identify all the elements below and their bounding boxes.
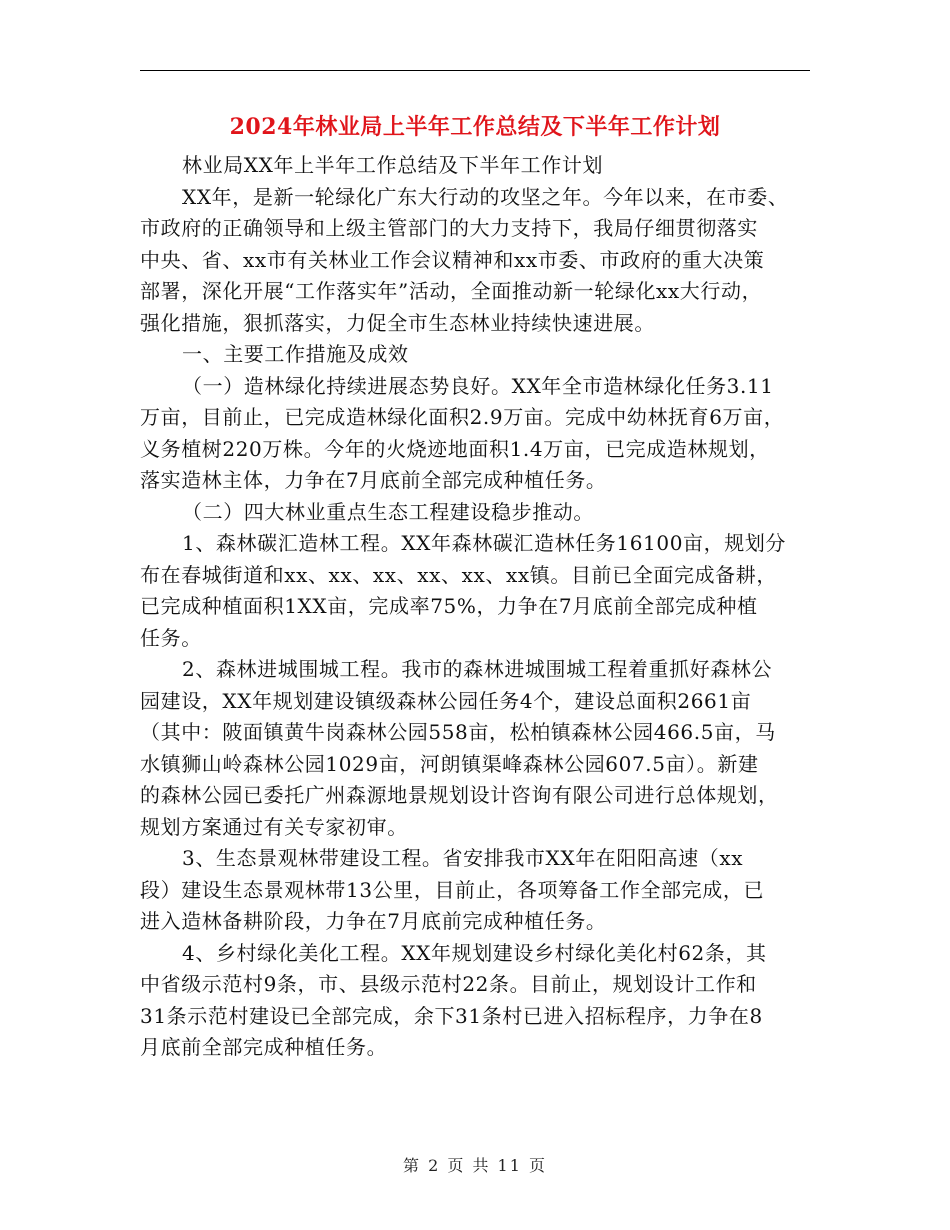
village-greening-paragraph: 4、乡村绿化美化工程。XX年规划建设乡村绿化美化村62条，其 中省级示范村9条，市、县级示范村22条。目前止，规划设计工作和 31条示范村建设已全部完成，余下31条村已进入招标程序，力争在8 月底前全部完成种植任务。 — [140, 940, 767, 1059]
forest-city-paragraph: 2、森林进城围城工程。我市的森林进城围城工程着重抓好森林公 园建设，XX年规划建设镇级森林公园任务4个，建设总面积2661亩 （其中：陂面镇黄牛岗森林公园558亩，松柏镇森林公园466.5亩，马 水镇狮山岭森林公园1029亩，河朗镇渠峰森林公园607.5亩）。新建 的森林公园已委托广州森源地景规划设计咨询有限公司进行总体规划， 规划方案通过有关专家初审。 — [140, 657, 779, 839]
afforestation-paragraph: （一）造林绿化持续进展态势良好。XX年全市造林绿化任务3.11 万亩，目前止，已完成造林绿化面积2.9万亩。完成中幼林抚育6万亩， 义务植树220万株。今年的火烧迹地面积1.4万亩，已完成造林规划， 落实造林主体，力争在7月底前全部完成种植任务。 — [140, 373, 785, 492]
header-rule — [140, 70, 810, 71]
projects-heading: （二）四大林业重点生态工程建设稳步推动。 — [182, 499, 594, 524]
document-body — [140, 150, 830, 1064]
page-number: 第 2 页 共 11 页 — [403, 1156, 547, 1175]
subtitle-paragraph: 林业局XX年上半年工作总结及下半年工作计划 — [182, 153, 604, 177]
section-heading: 一、主要工作措施及成效 — [182, 342, 409, 366]
carbon-sink-paragraph: 1、森林碳汇造林工程。XX年森林碳汇造林任务16100亩，规划分 布在春城街道和xx、xx、xx、xx、xx、xx镇。目前已全面完成备耕， 已完成种植面积1XX亩，完成率75%，力争在7月底前全部完成种植 任务。 — [140, 531, 787, 650]
landscape-belt-paragraph: 3、生态景观林带建设工程。省安排我市XX年在阳阳高速（xx 段）建设生态景观林带13公里，目前止，各项筹备工作全部完成，已 进入造林备耕阶段，力争在7月底前完成种植任务。 — [140, 846, 765, 933]
document-title: 2024年林业局上半年工作总结及下半年工作计划 — [229, 114, 721, 140]
intro-paragraph: XX年，是新一轮绿化广东大行动的攻坚之年。今年以来，在市委、 市政府的正确领导和上级主管部门的大力支持下，我局仔细贯彻落实 中央、省、xx市有关林业工作会议精神和xx市委、市政府的重大决策 部署，深化开展“工作落实年”活动，全面推动新一轮绿化xx大行动， 强化措施，狠抓落实，力促全市生态林业持续快速进展。 — [140, 184, 789, 335]
